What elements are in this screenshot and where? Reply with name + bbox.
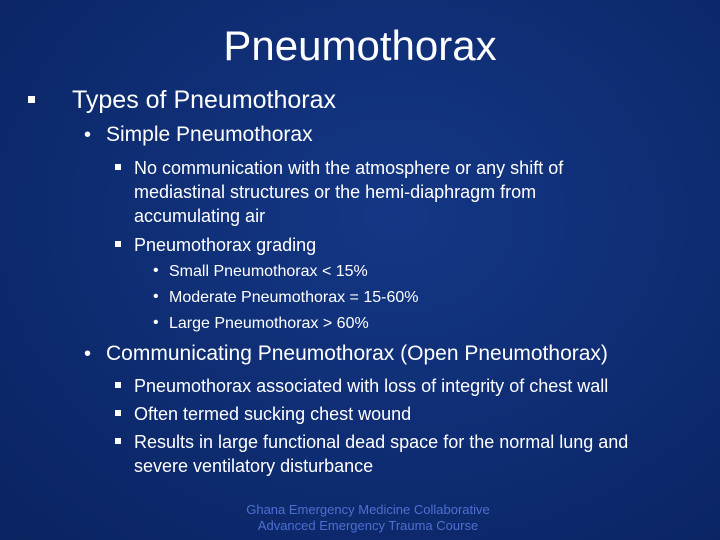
dot-bullet-icon: • <box>84 343 92 365</box>
slide-footer <box>160 502 576 534</box>
list-item <box>115 430 655 478</box>
list-item-text: No communication with the atmosphere or any shift of mediastinal structures or the hemi-diaphragm from accumulating air <box>134 158 564 226</box>
list-item-text: Often termed sucking chest wound <box>134 404 412 424</box>
grading-item-text: Small Pneumothorax < 15% <box>169 263 368 280</box>
main-bullet-item <box>28 86 688 114</box>
square-bullet-icon <box>115 410 121 416</box>
list-item <box>115 233 615 257</box>
slide-title: Pneumothorax <box>223 22 497 69</box>
dot-bullet-icon: • <box>84 124 92 146</box>
grading-item <box>153 288 553 308</box>
section-heading-communicating <box>84 341 704 367</box>
grading-item-text: Moderate Pneumothorax = 15-60% <box>169 289 419 306</box>
section-heading-simple <box>84 122 684 148</box>
dot-bullet-icon: • <box>153 314 159 331</box>
square-bullet-icon <box>115 241 121 247</box>
square-bullet-icon <box>115 382 121 388</box>
dot-bullet-icon: • <box>153 288 159 305</box>
list-item-text: Results in large functional dead space for the normal lung and severe ventilatory disturbance <box>134 432 629 476</box>
list-item <box>115 156 615 228</box>
list-item <box>115 402 675 426</box>
list-item <box>115 374 675 398</box>
list-item-text: Pneumothorax associated with loss of integrity of chest wall <box>134 376 609 396</box>
grading-item <box>153 262 553 282</box>
footer-line-course: Advanced Emergency Trauma Course <box>257 518 479 533</box>
square-bullet-icon <box>28 96 35 103</box>
section-heading-text: Communicating Pneumothorax (Open Pneumothorax) <box>106 342 608 365</box>
grading-item <box>153 314 553 334</box>
square-bullet-icon <box>115 164 121 170</box>
footer-line-organization: Ghana Emergency Medicine Collaborative <box>246 502 490 517</box>
grading-item-text: Large Pneumothorax > 60% <box>169 315 369 332</box>
section-heading-text: Simple Pneumothorax <box>106 123 313 146</box>
dot-bullet-icon: • <box>153 262 159 279</box>
square-bullet-icon <box>115 438 121 444</box>
main-bullet-text: Types of Pneumothorax <box>72 86 337 114</box>
list-item-text: Pneumothorax grading <box>134 235 317 255</box>
